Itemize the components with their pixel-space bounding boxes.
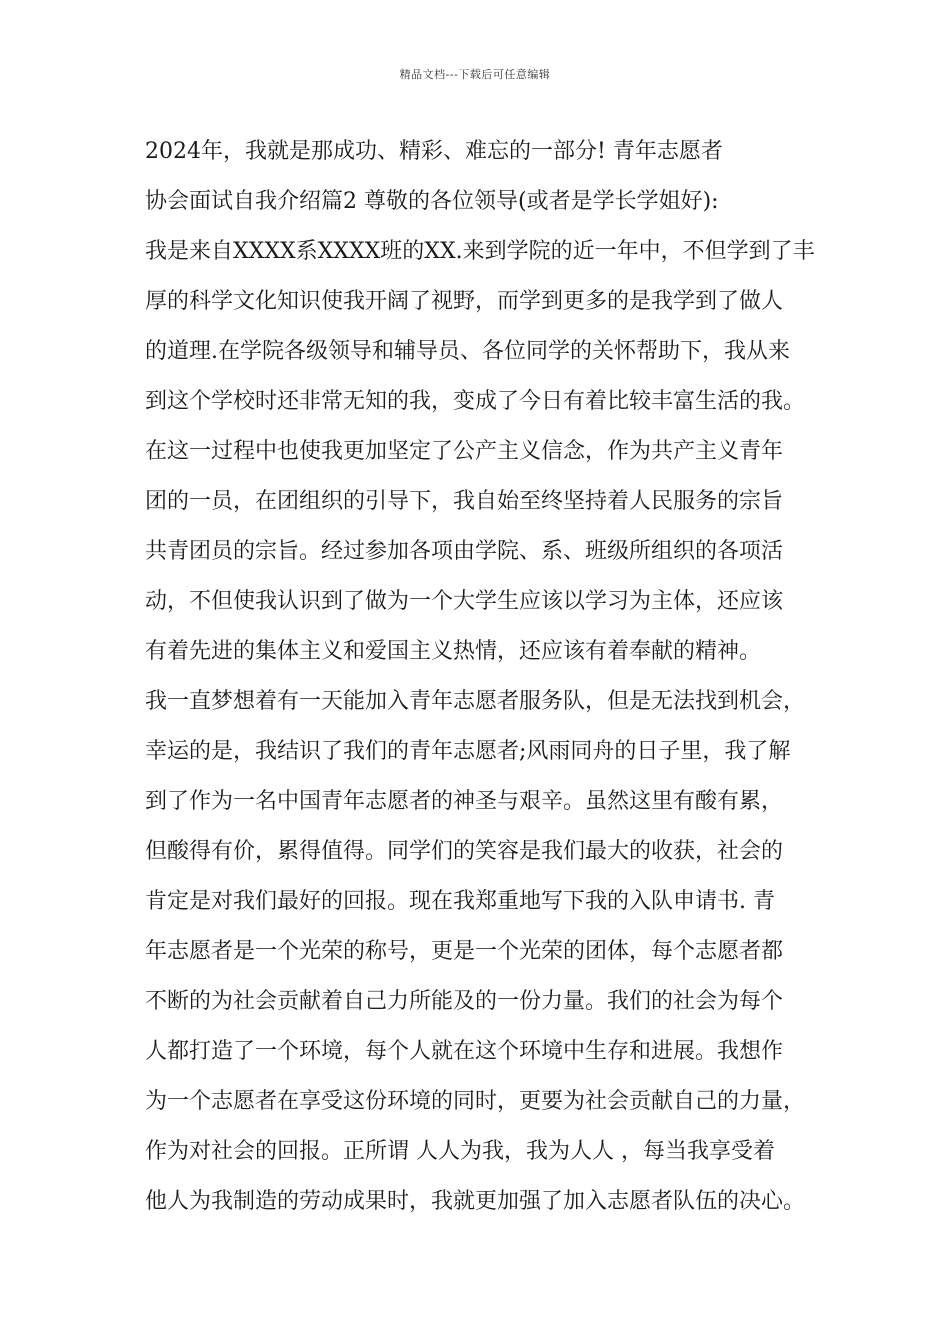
body-text bbox=[145, 133, 825, 1233]
text-line: 共青团员的宗旨。经过参加各项由学院、系、班级所组织的各项活 bbox=[145, 539, 784, 564]
text-line: 2024年，我就是那成功、精彩、难忘的一部分! 青年志愿者 bbox=[145, 139, 723, 164]
text-line: 年志愿者是一个光荣的称号，更是一个光荣的团体，每个志愿者都 bbox=[145, 939, 784, 964]
text-line: 厚的科学文化知识使我开阔了视野，而学到更多的是我学到了做人 bbox=[145, 289, 784, 314]
text-line: 他人为我制造的劳动成果时，我就更加强了加入志愿者队伍的决心。 bbox=[145, 1189, 806, 1214]
text-line: 协会面试自我介绍篇2 尊敬的各位领导(或者是学长学姐好): bbox=[145, 189, 719, 214]
text-line: 到了作为一名中国青年志愿者的神圣与艰辛。虽然这里有酸有累， bbox=[145, 789, 784, 814]
text-line: 团的一员，在团组织的引导下，我自始至终坚持着人民服务的宗旨 bbox=[145, 489, 784, 514]
text-line: 不断的为社会贡献着自己力所能及的一份力量。我们的社会为每个 bbox=[145, 989, 784, 1014]
text-line: 我一直梦想着有一天能加入青年志愿者服务队，但是无法找到机会， bbox=[145, 689, 806, 714]
text-line: 我是来自XXXX系XXXX班的XX.来到学院的近一年中，不但学到了丰 bbox=[145, 239, 815, 264]
text-line: 有着先进的集体主义和爱国主义热情，还应该有着奉献的精神。 bbox=[145, 639, 762, 664]
text-line: 人都打造了一个环境，每个人就在这个环境中生存和进展。我想作 bbox=[145, 1039, 784, 1064]
text-line: 但酸得有价，累得值得。同学们的笑容是我们最大的收获，社会的 bbox=[145, 839, 784, 864]
text-line: 在这一过程中也使我更加坚定了公产主义信念，作为共产主义青年 bbox=[145, 439, 784, 464]
text-line: 到这个学校时还非常无知的我，变成了今日有着比较丰富生活的我。 bbox=[145, 389, 806, 414]
page-header: 精品文档---下载后可任意编辑 bbox=[399, 68, 551, 81]
text-line: 肯定是对我们最好的回报。现在我郑重地写下我的入队申请书. 青 bbox=[145, 889, 775, 914]
text-line: 作为对社会的回报。正所谓 人人为我，我为人人 ，每当我享受着 bbox=[145, 1139, 775, 1164]
text-line: 幸运的是，我结识了我们的青年志愿者;风雨同舟的日子里，我了解 bbox=[145, 739, 791, 764]
text-line: 为一个志愿者在享受这份环境的同时，更要为社会贡献自己的力量， bbox=[145, 1089, 806, 1114]
text-line: 的道理.在学院各级领导和辅导员、各位同学的关怀帮助下，我从来 bbox=[145, 339, 790, 364]
text-line: 动，不但使我认识到了做为一个大学生应该以学习为主体，还应该 bbox=[145, 589, 784, 614]
